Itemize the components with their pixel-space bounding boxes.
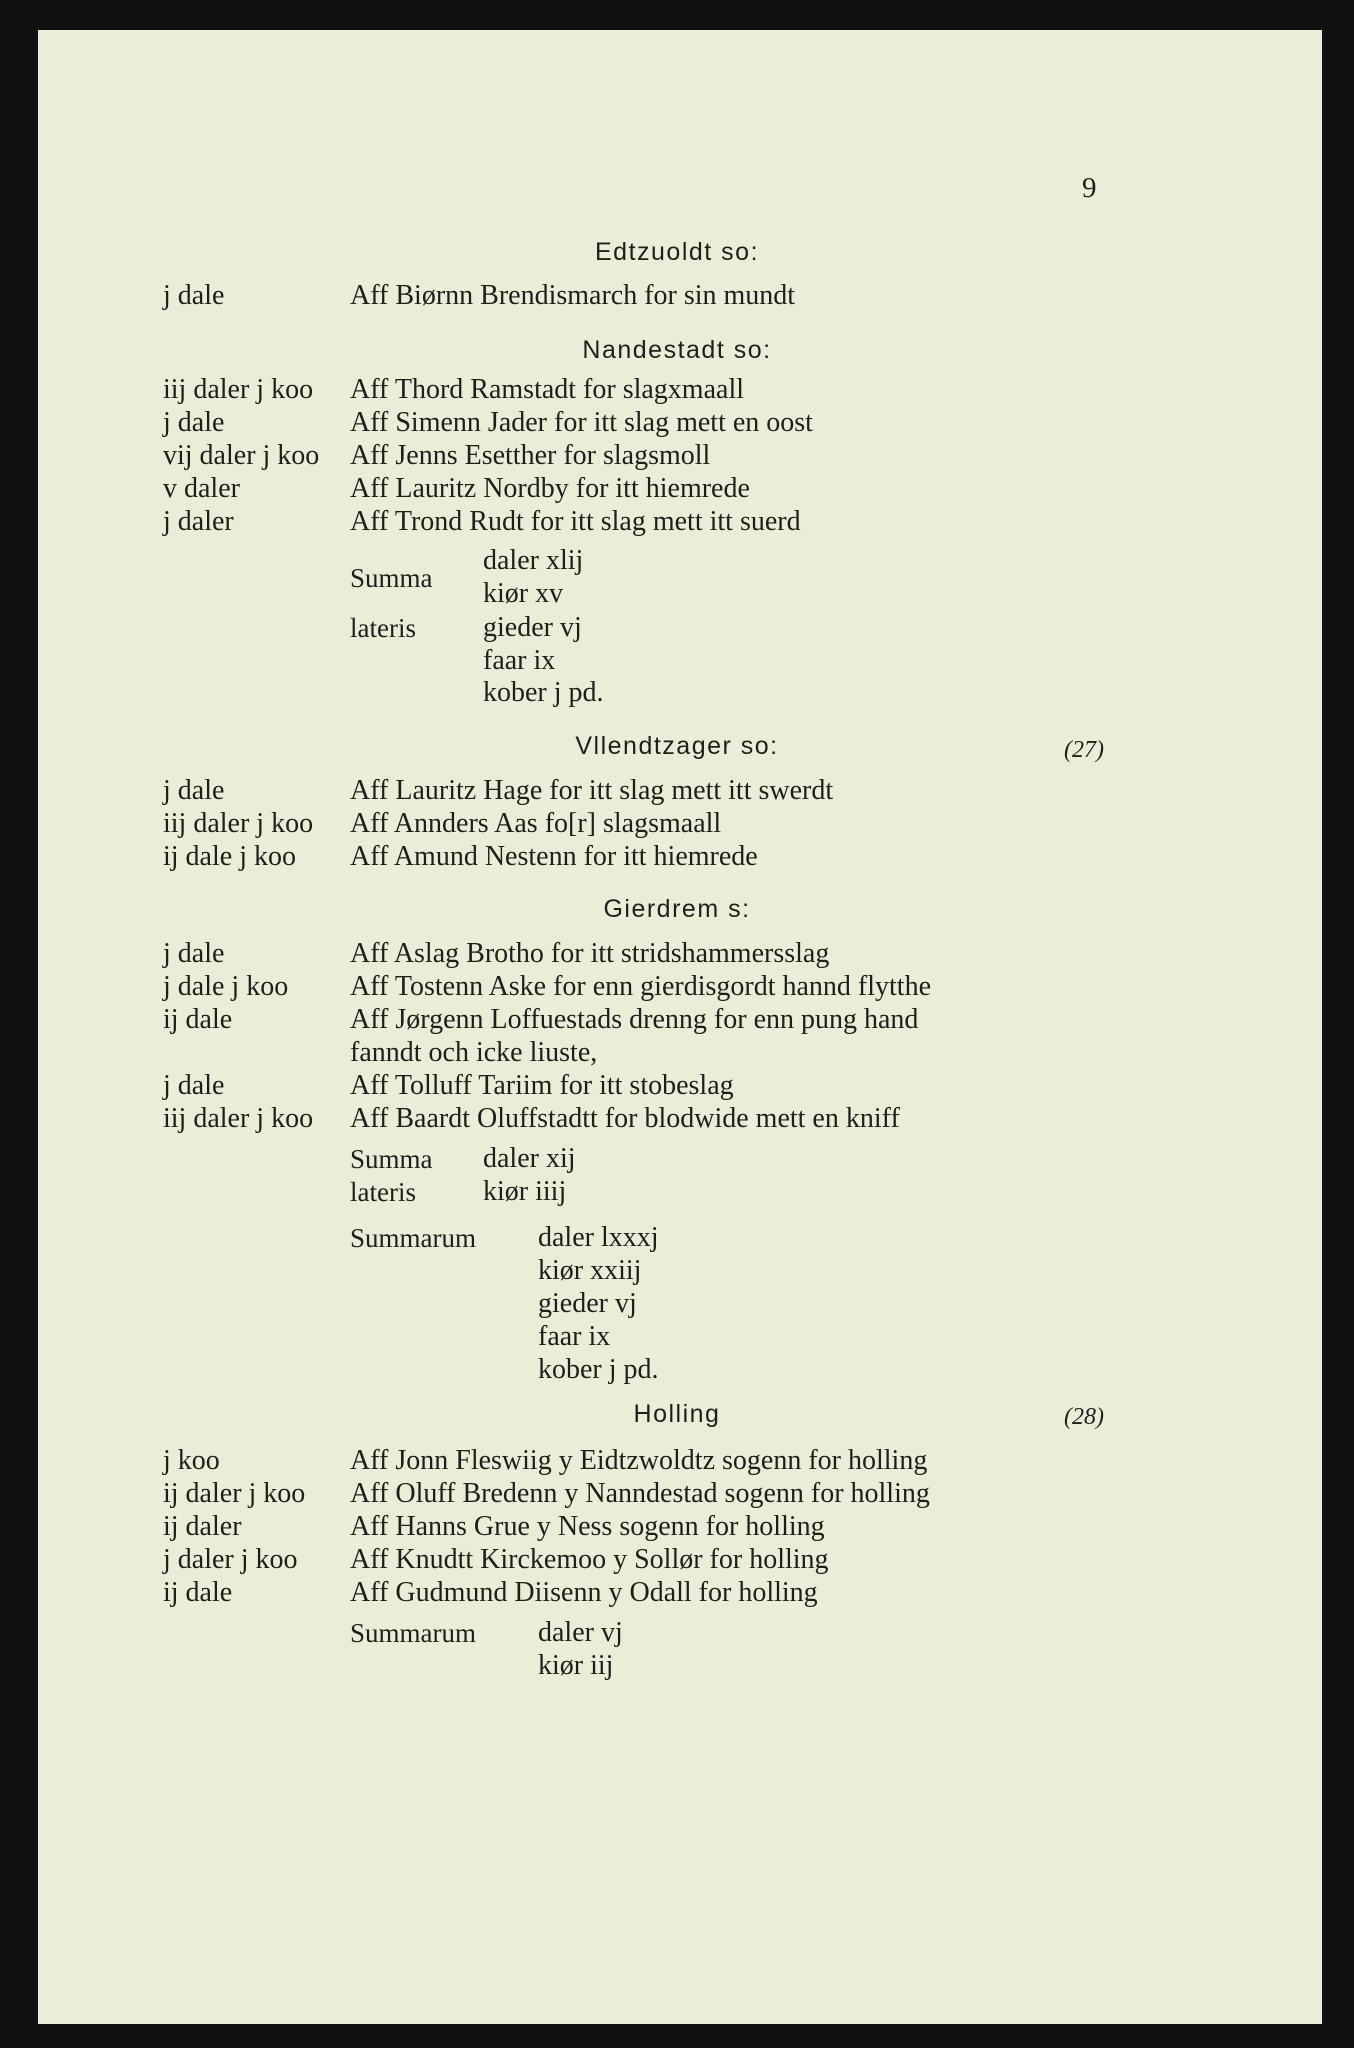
entry-amount: j dale	[163, 938, 225, 969]
section-heading-edtzuoldt: Edtzuoldt so:	[594, 238, 760, 266]
entry-amount: ij dale	[163, 1004, 233, 1035]
entry-amount: v daler	[163, 473, 240, 504]
entry-text: Aff Hanns Grue y Ness sogenn for holling	[350, 1511, 825, 1542]
entry-text: Aff Aslag Brotho for itt stridshammersslag	[350, 938, 830, 969]
summa-line: faar ix	[483, 645, 556, 676]
entry-text: Aff Trond Rudt for itt slag mett itt suerd	[350, 506, 801, 537]
section-heading-nandestadt: Nandestadt so:	[582, 336, 772, 364]
entry-continuation: fanndt och icke liuste,	[350, 1037, 598, 1068]
summarum-line: daler vj	[538, 1617, 623, 1648]
entry-amount: vij daler j koo	[163, 440, 320, 471]
entry-amount: j dale	[163, 1070, 225, 1101]
section-heading-holling: Holling	[633, 1400, 721, 1428]
summa-label: Summa	[350, 1144, 433, 1174]
summarum-line: daler lxxxj	[538, 1222, 659, 1253]
entry-amount: iij daler j koo	[163, 808, 314, 839]
entry-text: Aff Lauritz Hage for itt slag mett itt swerdt	[350, 775, 834, 806]
summarum-line: kiør iij	[538, 1650, 614, 1681]
entry-text: Aff Thord Ramstadt for slagxmaall	[350, 374, 744, 405]
entry-text: Aff Lauritz Nordby for itt hiemrede	[350, 473, 750, 504]
entry-text: Aff Gudmund Diisenn y Odall for holling	[350, 1577, 818, 1608]
summarum-label: Summarum	[350, 1223, 476, 1253]
entry-text: Aff Jonn Fleswiig y Eidtzwoldtz sogenn for holling	[350, 1445, 928, 1476]
entry-text: Aff Tostenn Aske for enn gierdisgordt hannd flytthe	[350, 971, 932, 1002]
entry-amount: j dale	[163, 280, 225, 311]
entry-amount: j daler j koo	[163, 1544, 298, 1575]
entry-text: Aff Tolluff Tariim for itt stobeslag	[350, 1070, 734, 1101]
entry-amount: j koo	[163, 1445, 220, 1476]
entry-text: Aff Simenn Jader for itt slag mett en oost	[350, 407, 813, 438]
entry-text: Aff Jenns Esetther for slagsmoll	[350, 440, 711, 471]
entry-amount: j dale	[163, 775, 225, 806]
entry-amount: ij dale	[163, 1577, 233, 1608]
entry-text: Aff Oluff Bredenn y Nanndestad sogenn for holling	[350, 1478, 930, 1509]
entry-text: Aff Amund Nestenn for itt hiemrede	[350, 841, 758, 872]
page-number: 9	[1082, 172, 1097, 204]
entry-amount: ij daler	[163, 1511, 242, 1542]
summa-line: gieder vj	[483, 612, 582, 643]
entry-amount: iij daler j koo	[163, 1103, 314, 1134]
entry-text: Aff Annders Aas fo[r] slagsmaall	[350, 808, 722, 839]
entry-amount: iij daler j koo	[163, 374, 314, 405]
lateris-label: lateris	[350, 1177, 416, 1207]
summa-label: Summa	[350, 563, 433, 593]
entry-amount: j dale	[163, 407, 225, 438]
entry-text: Aff Baardt Oluffstadtt for blodwide mett en kniff	[350, 1103, 900, 1134]
lateris-label: lateris	[350, 613, 416, 643]
folio-reference: (27)	[1064, 737, 1104, 763]
summa-line: daler xlij	[483, 545, 584, 576]
section-heading-gierdrem: Gierdrem s:	[603, 895, 751, 923]
section-heading-vllendtzager: Vllendtzager so:	[575, 732, 779, 760]
folio-reference: (28)	[1064, 1404, 1104, 1430]
entry-amount: j dale j koo	[163, 971, 289, 1002]
summa-line: kiør iiij	[483, 1176, 567, 1207]
summa-line: daler xij	[483, 1143, 576, 1174]
summarum-line: kiør xxiij	[538, 1255, 642, 1286]
summarum-line: kober j pd.	[538, 1354, 659, 1385]
summarum-line: faar ix	[538, 1321, 611, 1352]
summa-line: kober j pd.	[483, 677, 604, 708]
entry-text: Aff Knudtt Kirckemoo y Sollør for holling	[350, 1544, 829, 1575]
summarum-label: Summarum	[350, 1618, 476, 1648]
entry-text: Aff Biørnn Brendismarch for sin mundt	[350, 280, 796, 311]
entry-amount: ij dale j koo	[163, 841, 296, 872]
entry-text: Aff Jørgenn Loffuestads drenng for enn pung hand	[350, 1004, 919, 1035]
summarum-line: gieder vj	[538, 1288, 637, 1319]
entry-amount: j daler	[163, 506, 234, 537]
entry-amount: ij daler j koo	[163, 1478, 306, 1509]
summa-line: kiør xv	[483, 578, 564, 609]
